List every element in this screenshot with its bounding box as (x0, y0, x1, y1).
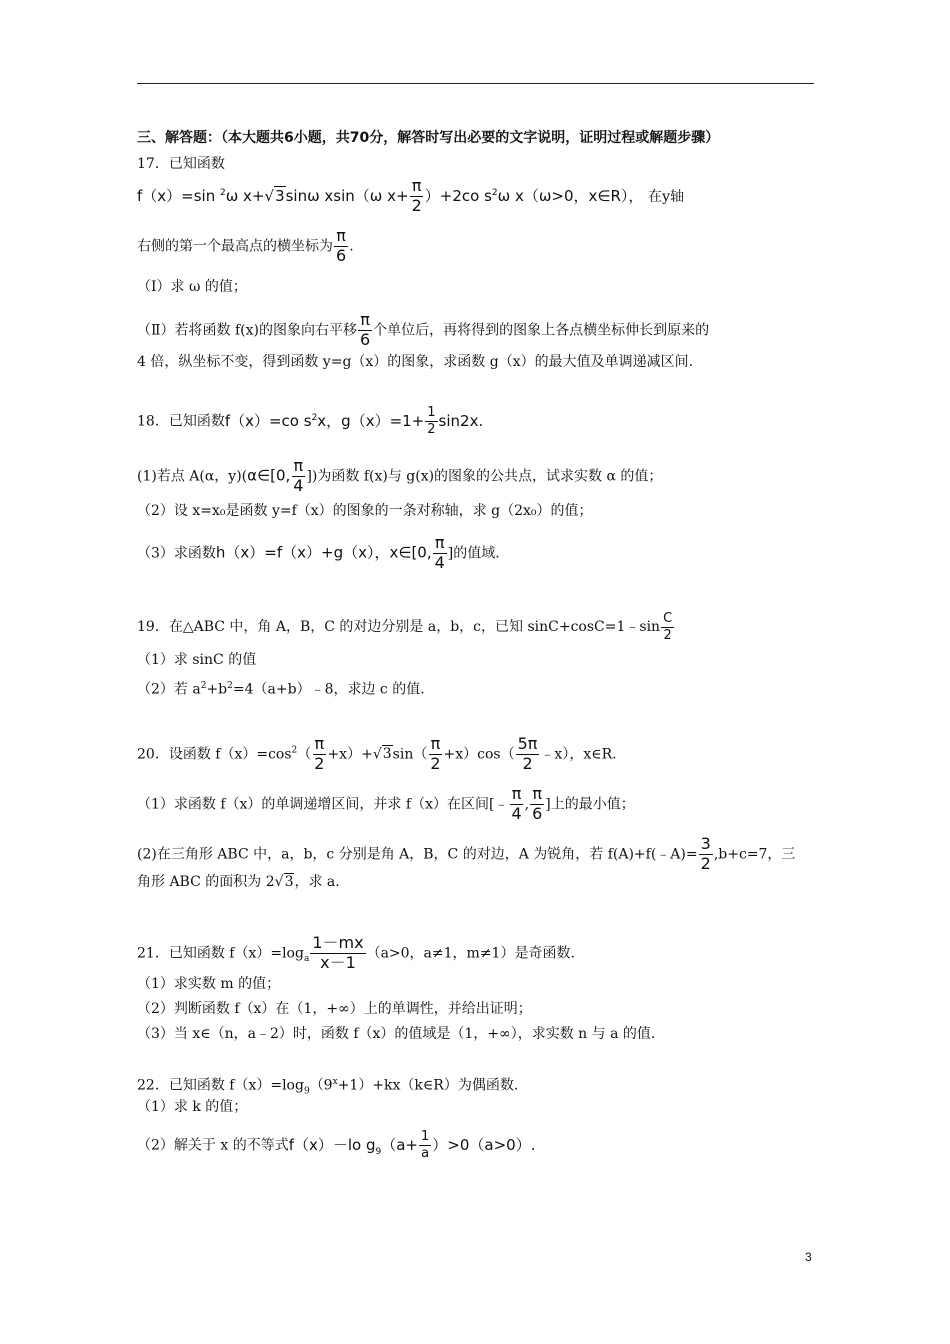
problem-17-q2-cont: 4 倍，纵坐标不变，得到函数 y=g（x）的图象，求函数 g（x）的最大值及单调递减区间. (137, 354, 694, 370)
pi-over-2-fraction: $\frac{\pi}{2}$ (411, 176, 422, 215)
problem-18-intro: 18．已知函数f（x）=co $s^2x$，g（x）=1+ $\frac{1}{2}$ sin2x. (137, 405, 484, 437)
problem-20-q2-cont: 角形 ABC 的面积为 2√3，求 a. (137, 874, 340, 890)
problem-17-q1: （Ⅰ）求 ω 的值； (137, 279, 247, 295)
problem-19-q2: （2）若 $a^2+b^2=4(a+b)﹣8$，求边 c 的值. (137, 681, 425, 698)
problem-19-q1: （1）求 sinC 的值 (137, 652, 257, 668)
problem-20-intro: 20．设函数 $f(x)=\cos^2$（ $\frac{\pi}{2}$ +x）+√3sin（ $\frac{\pi}{2}$ +x）cos（ $\frac{5\pi}{2}$ ﹣x），x∈R. (137, 734, 617, 773)
problem-21-intro: 21．已知函数 $f(x)=\log_a$ $\frac{1-mx}{x-1}$ （a>0，a≠1，m≠1）是奇函数. (137, 933, 575, 972)
problem-18-q2: （2）设 x=x₀是函数 y=f（x）的图象的一条对称轴，求 g（2x₀）的值； (137, 503, 593, 519)
problem-21-q1: （1）求实数 m 的值； (137, 976, 281, 992)
problem-20-q1: （1）求函数 f（x）的单调递增区间，并求 f（x）在区间[﹣ $\frac{\pi}{4}$ , $\frac{\pi}{6}$ ]上的最小值； (137, 784, 635, 823)
problem-22-q2: （2）解关于 x 的不等式f（x）－lo $g_9(a+$ $\frac{1}{a}$ ）>0（a>0）. (137, 1129, 536, 1161)
page-number: 3 (805, 1250, 812, 1264)
problem-21-q2: （2）判断函数 f（x）在（1，+∞）上的单调性，并给出证明； (137, 1001, 532, 1017)
problem-21-q3: （3）当 x∈（n，a﹣2）时，函数 f（x）的值域是（1，+∞），求实数 n 与 a 的值. (137, 1026, 656, 1042)
problem-17-intro: 17．已知函数 (137, 156, 225, 172)
problem-18-q1: (1)若点 A(α，y)(α∈[0, $\frac{\pi}{4}$ ])为函数 f(x)与 g(x)的图象的公共点，试求实数 α 的值； (137, 456, 663, 495)
problem-20-q2: (2)在三角形 ABC 中，a，b，c 分别是角 A，B，C 的对边，A 为锐角，若 f(A)+f(﹣A)= $\frac{3}{2}$ ,b+c=7，三 (137, 834, 796, 873)
problem-22-q1: （1）求 k 的值； (137, 1099, 248, 1115)
problem-17-q2: （Ⅱ）若将函数 f(x)的图象向右平移 $\frac{\pi}{6}$ 个单位后，再将得到的图象上各点横坐标伸长到原来的 (137, 310, 710, 349)
header-rule (137, 83, 814, 84)
problem-18-q3: （3）求函数h（x）=f（x）+g（x），x∈[0, $\frac{\pi}{4}$ ]的值域. (137, 533, 500, 572)
problem-22-intro: 22．已知函数 $f(x)=\log_9(9^x+1)+kx(k\in R)$为偶函数. (137, 1077, 519, 1097)
section-title: 三、解答题：（本大题共6小题，共70分，解答时写出必要的文字说明，证明过程或解题步骤） (137, 130, 720, 146)
pi-over-6-fraction: $\frac{\pi}{6}$ (336, 226, 347, 265)
problem-19-intro: 19．在△ABC 中，角 A，B，C 的对边分别是 a，b，c，已知 sinC+cosC=1﹣sin $\frac{C}{2}$ (137, 611, 673, 643)
problem-17-line-2: 右侧的第一个最高点的横坐标为 $\frac{\pi}{6}$ . (137, 226, 354, 265)
problem-17-function: f（x）=sin $^2$ω x+√3sinω xsin（ω x+ $\frac{\pi}{2}$ ）+2co $s^2\omega$ x（ω>0，x∈R）， 在y轴 (137, 176, 685, 215)
